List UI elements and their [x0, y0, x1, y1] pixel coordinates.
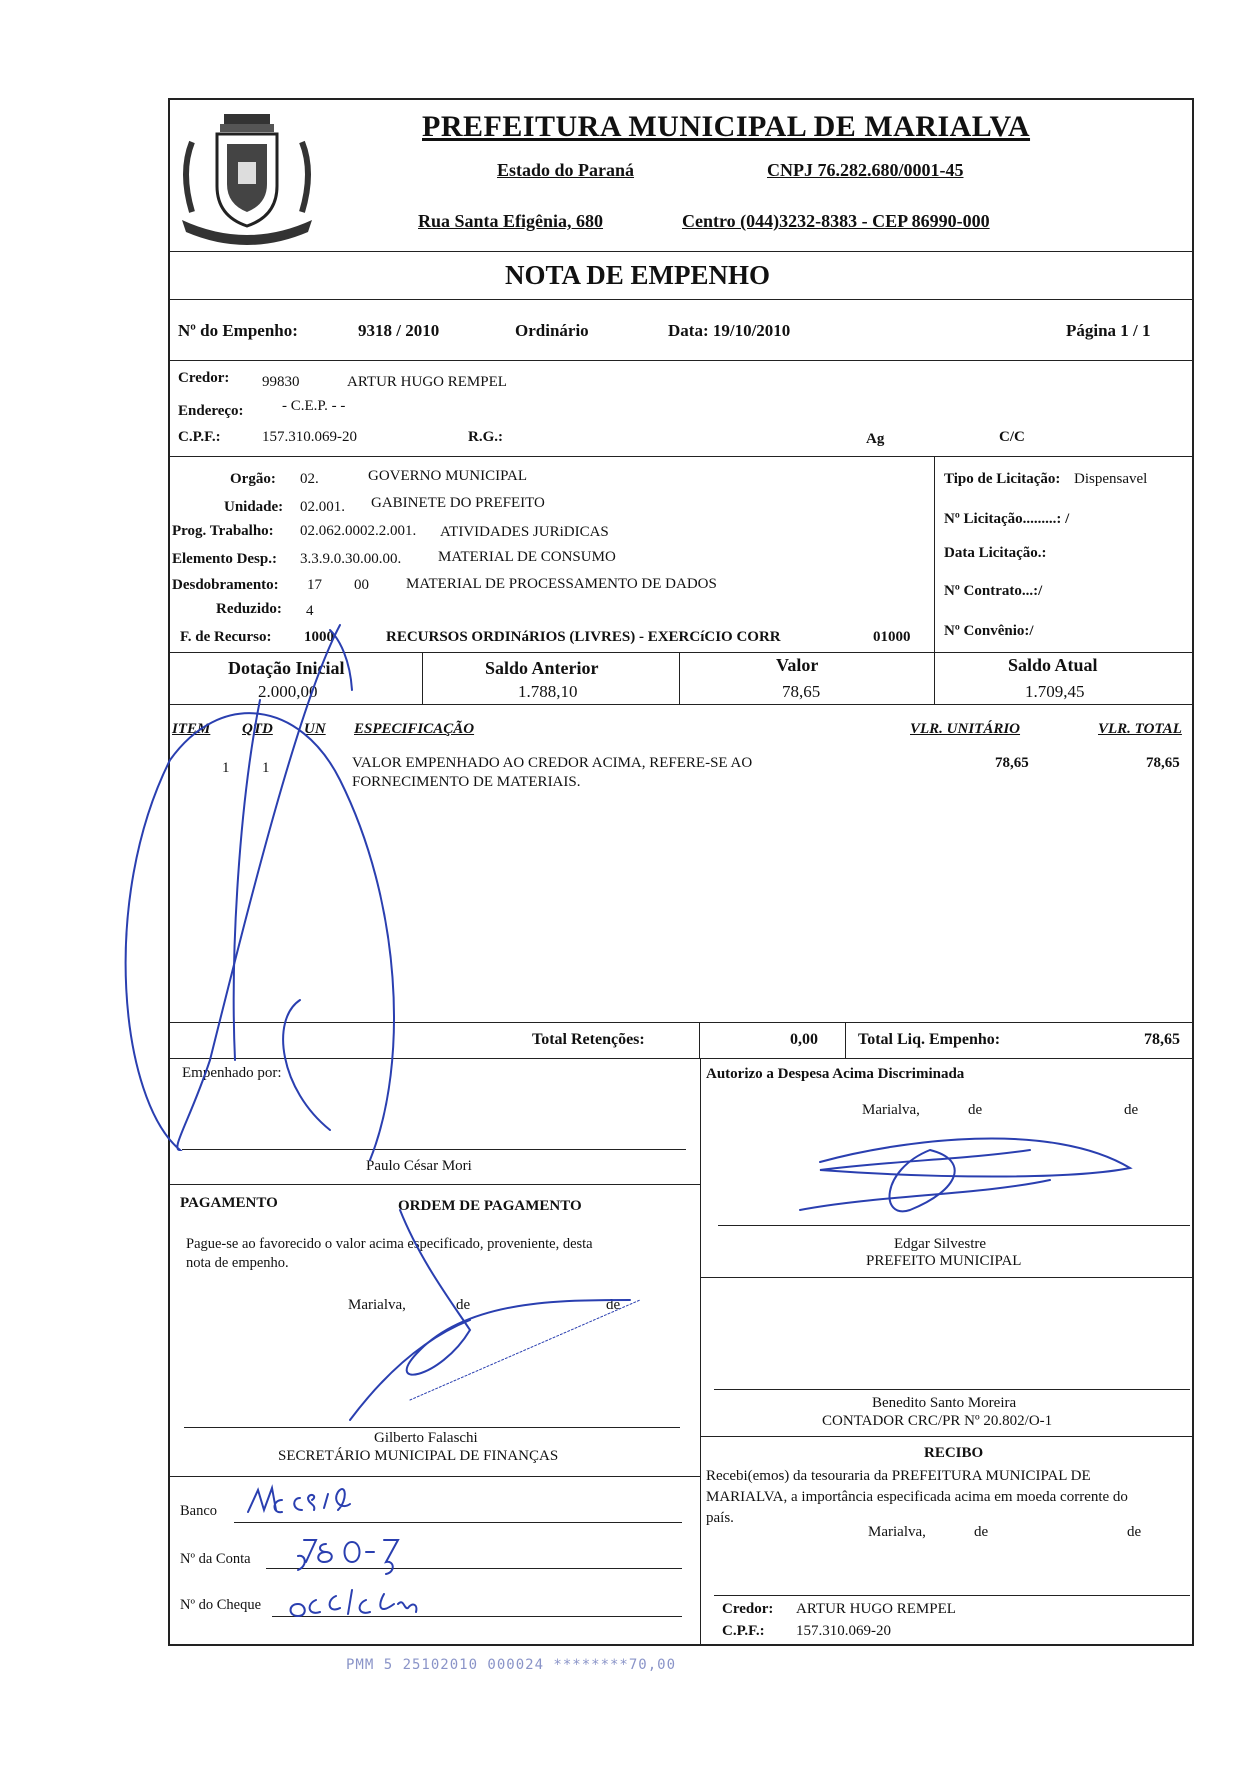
col-header-un: UN	[304, 721, 326, 737]
recibo-cpf-label: C.P.F.:	[722, 1623, 765, 1639]
address-label: Rua Santa Efigênia, 680	[418, 211, 604, 231]
tipo-licitacao-value: Dispensavel	[1074, 471, 1148, 487]
document-title: NOTA DE EMPENHO	[505, 260, 771, 290]
pagamento-label: PAGAMENTO	[180, 1195, 278, 1211]
total-retencoes-value: 0,00	[790, 1031, 818, 1048]
saldo-anterior-value: 1.788,10	[518, 682, 578, 701]
recibo-title: RECIBO	[924, 1445, 984, 1461]
contact-label: Centro (044)3232-8383 - CEP 86990-000	[682, 211, 990, 231]
pagamento-de1: de	[456, 1297, 471, 1313]
item-number: 1	[222, 760, 230, 776]
autorizo-city: Marialva,	[862, 1102, 920, 1118]
page-number: Página 1 / 1	[1066, 321, 1151, 340]
recibo-text-line1: Recebi(emos) da tesouraria da PREFEITURA MUNICIPAL DE	[706, 1468, 1091, 1484]
tipo-licitacao-label: Tipo de Licitação:	[944, 471, 1061, 487]
item-vlr-total: 78,65	[1146, 755, 1180, 771]
rg-label: R.G.:	[468, 429, 503, 445]
pagamento-city: Marialva,	[348, 1297, 406, 1313]
valor-value: 78,65	[782, 682, 821, 701]
recibo-cpf-value: 157.310.069-20	[796, 1623, 891, 1639]
contador-name: Benedito Santo Moreira	[872, 1395, 1017, 1411]
recibo-credor-label: Credor:	[722, 1601, 774, 1617]
prog-name: ATIVIDADES JURiDICAS	[440, 524, 609, 540]
unidade-code: 02.001.	[300, 499, 345, 515]
recibo-text-line3: país.	[706, 1510, 734, 1526]
col-header-qtd: QTD	[242, 721, 273, 737]
elemento-code: 3.3.9.0.30.00.00.	[300, 551, 402, 567]
prefeito-name: Edgar Silvestre	[894, 1236, 987, 1252]
recibo-city: Marialva,	[868, 1524, 926, 1540]
banco-label: Banco	[180, 1503, 218, 1519]
ordem-pagamento-title: ORDEM DE PAGAMENTO	[398, 1198, 582, 1214]
print-stamp: PMM 5 25102010 000024 ********70,00	[346, 1657, 677, 1673]
total-liquido-value: 78,65	[1144, 1031, 1180, 1048]
recibo-de1: de	[974, 1524, 989, 1540]
saldo-anterior-label: Saldo Anterior	[485, 658, 599, 678]
item-spec-line2: FORNECIMENTO DE MATERIAIS.	[352, 774, 581, 790]
recibo-text-line2: MARIALVA, a importância especificada acima em moeda corrente do	[706, 1489, 1128, 1505]
convenio-number: Nº Convênio:/	[944, 623, 1034, 639]
cpf-label: C.P.F.:	[178, 429, 221, 445]
secretario-name: Gilberto Falaschi	[374, 1430, 478, 1446]
cpf-value: 157.310.069-20	[262, 429, 357, 445]
autorizo-de2: de	[1124, 1102, 1139, 1118]
desdobramento-label: Desdobramento:	[172, 577, 279, 593]
endereco-value: - C.E.P. - -	[282, 398, 346, 414]
conta-label: Nº da Conta	[180, 1551, 251, 1567]
secretario-role: SECRETÁRIO MUNICIPAL DE FINANÇAS	[278, 1448, 559, 1464]
autorizo-de1: de	[968, 1102, 983, 1118]
empenhado-por-name: Paulo César Mori	[366, 1158, 472, 1174]
reduzido-value: 4	[306, 603, 314, 619]
orgao-name: GOVERNO MUNICIPAL	[368, 468, 528, 484]
contrato-number: Nº Contrato...:/	[944, 583, 1043, 599]
contador-role: CONTADOR CRC/PR Nº 20.802/O-1	[822, 1413, 1053, 1429]
empenho-number-label: Nº do Empenho:	[178, 321, 298, 340]
dotacao-value: 2.000,00	[258, 682, 318, 701]
col-header-especificacao: ESPECIFICAÇÃO	[354, 721, 475, 737]
recurso-label: F. de Recurso:	[180, 629, 272, 645]
desdobramento-code: 17	[307, 577, 322, 593]
elemento-label: Elemento Desp.:	[172, 551, 277, 567]
unidade-label: Unidade:	[224, 499, 284, 515]
orgao-code: 02.	[300, 471, 319, 487]
desdobramento-name: MATERIAL DE PROCESSAMENTO DE DADOS	[406, 576, 717, 592]
data-licitacao: Data Licitação.:	[944, 545, 1047, 561]
col-header-vlr-total: VLR. TOTAL	[1098, 721, 1182, 737]
empenho-type: Ordinário	[515, 321, 589, 340]
recibo-credor-value: ARTUR HUGO REMPEL	[796, 1601, 956, 1617]
orgao-label: Orgão:	[230, 471, 276, 487]
dotacao-label: Dotação Inicial	[228, 658, 345, 678]
credor-label: Credor:	[178, 370, 230, 386]
total-retencoes-label: Total Retenções:	[532, 1031, 645, 1048]
elemento-name: MATERIAL DE CONSUMO	[438, 549, 616, 565]
recurso-code: 1000	[304, 629, 334, 645]
cc-label: C/C	[999, 429, 1025, 445]
total-liquido-label: Total Liq. Empenho:	[858, 1031, 1001, 1048]
empenho-date: Data: 19/10/2010	[668, 321, 791, 340]
licitacao-number: Nº Licitação.........: /	[944, 511, 1070, 527]
unidade-name: GABINETE DO PREFEITO	[371, 495, 545, 511]
col-header-item: ITEM	[172, 721, 211, 737]
prog-code: 02.062.0002.2.001.	[300, 523, 417, 539]
prefeito-role: PREFEITO MUNICIPAL	[866, 1253, 1022, 1269]
valor-label: Valor	[776, 655, 819, 675]
reduzido-label: Reduzido:	[216, 601, 282, 617]
credor-name: ARTUR HUGO REMPEL	[347, 374, 507, 390]
empenho-number: 9318 / 2010	[358, 321, 440, 340]
item-vlr-unitario: 78,65	[995, 755, 1029, 771]
recurso-number: 01000	[873, 629, 911, 645]
recibo-de2: de	[1127, 1524, 1142, 1540]
coat-of-arms-icon	[172, 102, 322, 252]
autorizo-title: Autorizo a Despesa Acima Discriminada	[706, 1066, 965, 1082]
endereco-label: Endereço:	[178, 403, 244, 419]
item-spec-line1: VALOR EMPENHADO AO CREDOR ACIMA, REFERE-SE AO	[352, 755, 753, 771]
pagamento-text-line1: Pague-se ao favorecido o valor acima especificado, proveniente, desta	[186, 1236, 593, 1252]
state-label: Estado do Paraná	[497, 160, 635, 180]
ag-label: Ag	[866, 431, 885, 447]
prog-label: Prog. Trabalho:	[172, 523, 274, 539]
empenhado-por-label: Empenhado por:	[182, 1065, 282, 1081]
cheque-label: Nº do Cheque	[180, 1597, 262, 1613]
desdobramento-sub: 00	[354, 577, 369, 593]
recurso-name: RECURSOS ORDINáRIOS (LIVRES) - EXERCíCIO CORR	[386, 629, 781, 645]
municipality-title: PREFEITURA MUNICIPAL DE MARIALVA	[422, 110, 1031, 143]
pagamento-de2: de	[606, 1297, 621, 1313]
credor-code: 99830	[262, 374, 300, 390]
saldo-atual-label: Saldo Atual	[1008, 655, 1098, 675]
col-header-vlr-unitario: VLR. UNITÁRIO	[910, 721, 1021, 737]
cnpj-label: CNPJ 76.282.680/0001-45	[767, 160, 964, 180]
saldo-atual-value: 1.709,45	[1025, 682, 1085, 701]
item-qtd: 1	[262, 760, 270, 776]
pagamento-text-line2: nota de empenho.	[186, 1255, 289, 1271]
